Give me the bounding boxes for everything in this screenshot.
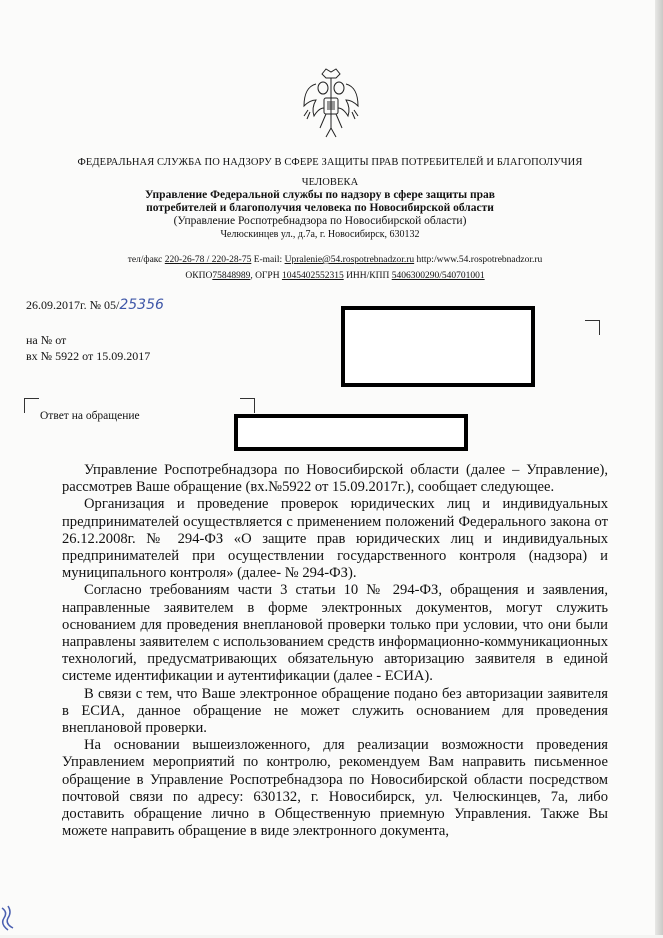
okpo-label: ОКПО [185, 271, 213, 281]
phone-label: тел/факс [127, 255, 165, 265]
okpo-value: 75848989 [212, 271, 251, 281]
ogrn-value: 1045402552315 [281, 271, 344, 281]
letter-date: 26.09.2017г. № 05/ [26, 298, 120, 312]
redacted-name-box [234, 414, 468, 451]
stamp-fragment-icon [0, 904, 16, 932]
paragraph-5: На основании вышеизложенного, для реализации возможности проведения Управлением мероприятий по контролю, рекомендуем Вам направить письменное обращение в Управление Роспотребнадзора по Новосибирской области посредством почтовой связи по адресу: 630132, г. Новосибирск, ул. Челюскинцев, 7а, либо доставить обращение лично в Общественную приемную Управления. Также Вы можете направить обращение в виде электронного документа, [62, 737, 608, 840]
department-block [100, 189, 540, 241]
department-line-1: Управление Федеральной службы по надзору в сфере защиты прав [145, 189, 495, 201]
subject-corner-left [24, 398, 39, 413]
page-edge-shadow [655, 0, 663, 935]
bleed-through-text [60, 868, 610, 938]
paragraph-2: Организация и проведение проверок юридических лиц и индивидуальных предпринимателей осуществляется с применением положений Федерального закона от 26.12.2008г. № 294-ФЗ «О защите прав юридических лиц и индивидуальных предпринимателей при осуществлении государственного контроля (надзора) и муниципального контроля» (далее- № 294-ФЗ). [62, 496, 608, 582]
department-line-2: потребителей и благополучия человека по Новосибирской области [146, 202, 494, 214]
email-label: E-mail: [251, 255, 285, 265]
department-short-name: (Управление Роспотребнадзора по Новосибирской области) [173, 215, 467, 227]
website-value: http:/www.54.rospotrebnadzor.ru [414, 255, 543, 265]
paragraph-4: В связи с тем, что Ваше электронное обращение подано без авторизации заявителя в ЕСИА, данное обращение не может служить основанием для проведения внеплановой проверки. [62, 685, 608, 737]
subject-corner-right [240, 398, 255, 413]
letter-body [62, 462, 608, 840]
department-address: Челюскинцев ул., д.7а, г. Новосибирск, 630132 [220, 229, 420, 240]
agency-line-2: ЧЕЛОВЕКА [301, 177, 359, 188]
coat-of-arms-emblem-icon [300, 66, 362, 140]
reference-block [26, 332, 150, 364]
agency-line-1: ФЕДЕРАЛЬНАЯ СЛУЖБА ПО НАДЗОРУ В СФЕРЕ ЗАЩИТЫ ПРАВ ПОТРЕБИТЕЛЕЙ И БЛАГОПОЛУЧИЯ [77, 157, 583, 168]
letter-subject: Ответ на обращение [40, 410, 140, 422]
reference-incoming: на № от [26, 333, 67, 347]
phone-value: 220-26-78 / 220-28-75 [164, 255, 252, 265]
inn-label: ИНН/КПП [343, 271, 392, 281]
paragraph-3: Согласно требованиям части 3 статьи 10 № 294-ФЗ, обращения и заявления, направленные заявителем в форме электронных документов, могут служить основанием для проведения внеплановой проверки только при условии, что они были направлены заявителем с использованием средств информационно-коммуникационных технологий, предусматривающих обязательную авторизацию заявителя в единой системе идентификации и аутентификации (далее - ЕСИА). [62, 582, 608, 685]
inn-value: 5406300290/540701001 [391, 271, 485, 281]
contact-line-phone-email [70, 252, 600, 268]
reference-registered: вх № 5922 от 15.09.2017 [26, 349, 151, 363]
redacted-recipient-box [341, 306, 535, 387]
ogrn-label: , ОГРН [250, 271, 282, 281]
contact-line-registration [70, 268, 600, 284]
letter-date-number [26, 297, 164, 313]
contact-block [70, 252, 600, 284]
paragraph-1: Управление Роспотребнадзора по Новосибирской области (далее – Управление), рассмотрев Ваше обращение (вх.№5922 от 15.09.2017г.), сообщает следующее. [62, 462, 608, 496]
email-value: Upralenie@54.rospotrebnadzor.ru [284, 255, 415, 265]
agency-name [40, 153, 620, 193]
address-corner-mark [585, 320, 600, 335]
handwritten-number: 25356 [119, 297, 164, 313]
